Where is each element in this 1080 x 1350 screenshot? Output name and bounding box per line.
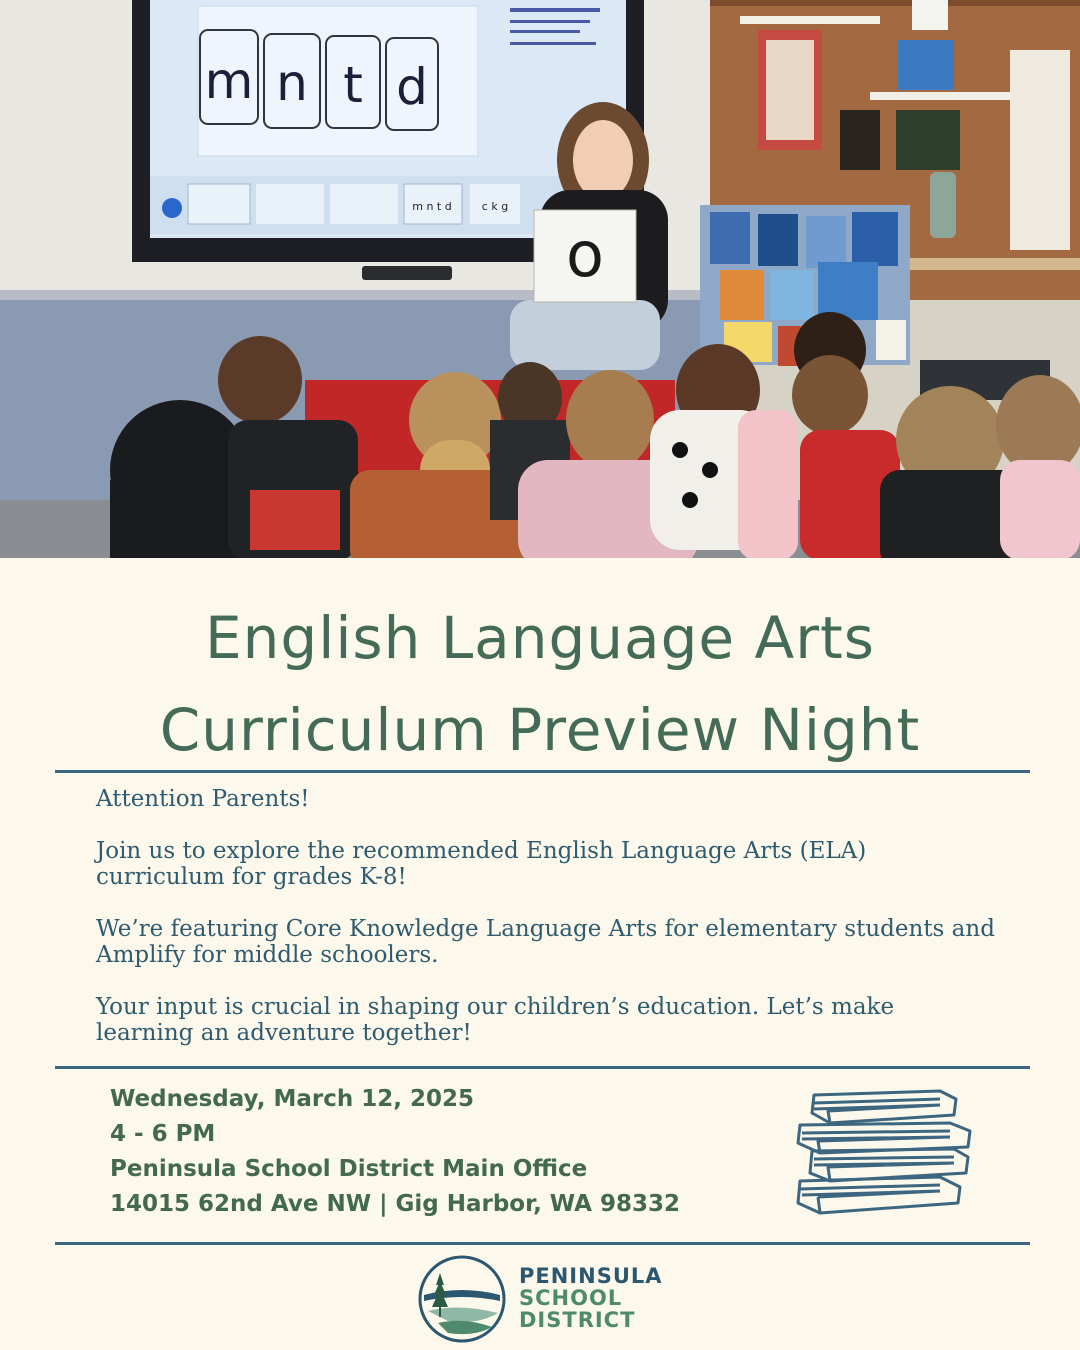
page-title: [0, 592, 1080, 776]
held-card-letter: o: [566, 218, 604, 291]
district-logo: [418, 1255, 678, 1345]
divider-top: [55, 770, 1030, 773]
event-address: 14015 62nd Ave NW | Gig Harbor, WA 98332: [110, 1191, 680, 1217]
divider-bottom: [55, 1242, 1030, 1245]
logo-line-3: DISTRICT: [519, 1308, 636, 1332]
board-letter: t: [343, 56, 363, 114]
thumbnail-letters: m n t d: [412, 200, 452, 213]
board-letter: n: [276, 54, 308, 112]
title-line-2: Curriculum Preview Night: [159, 696, 921, 764]
greeting: Attention Parents!: [96, 786, 310, 812]
title-line-1: English Language Arts: [204, 604, 876, 672]
logo-line-1: PENINSULA: [519, 1264, 663, 1288]
event-date: Wednesday, March 12, 2025: [110, 1086, 475, 1112]
event-venue: Peninsula School District Main Office: [110, 1156, 588, 1182]
paragraph-input: Your input is crucial in shaping our children’s education. Let’s make learning an adventure together!: [96, 994, 895, 1046]
paragraph-invite: Join us to explore the recommended English Language Arts (ELA) curriculum for grades K-8!: [96, 838, 867, 890]
board-letter: m: [204, 52, 254, 110]
logo-line-2: SCHOOL: [519, 1286, 623, 1310]
board-letter-cards: [200, 30, 438, 130]
divider-middle: [55, 1066, 1030, 1069]
classroom-illustration: [0, 0, 1080, 558]
logo-wordmark: [519, 1265, 663, 1331]
thumbnail-letters: c k g: [481, 200, 509, 213]
board-letter: d: [396, 58, 428, 116]
classroom-photo: [0, 0, 1080, 558]
event-details: [110, 1082, 680, 1222]
announcement-body: [96, 786, 996, 1072]
peninsula-logo-mark: [418, 1255, 506, 1343]
books-stack-icon: [790, 1085, 980, 1225]
event-time: 4 - 6 PM: [110, 1121, 216, 1147]
paragraph-curriculum: We’re featuring Core Knowledge Language Arts for elementary students and Amplify for middle schoolers.: [96, 916, 995, 968]
